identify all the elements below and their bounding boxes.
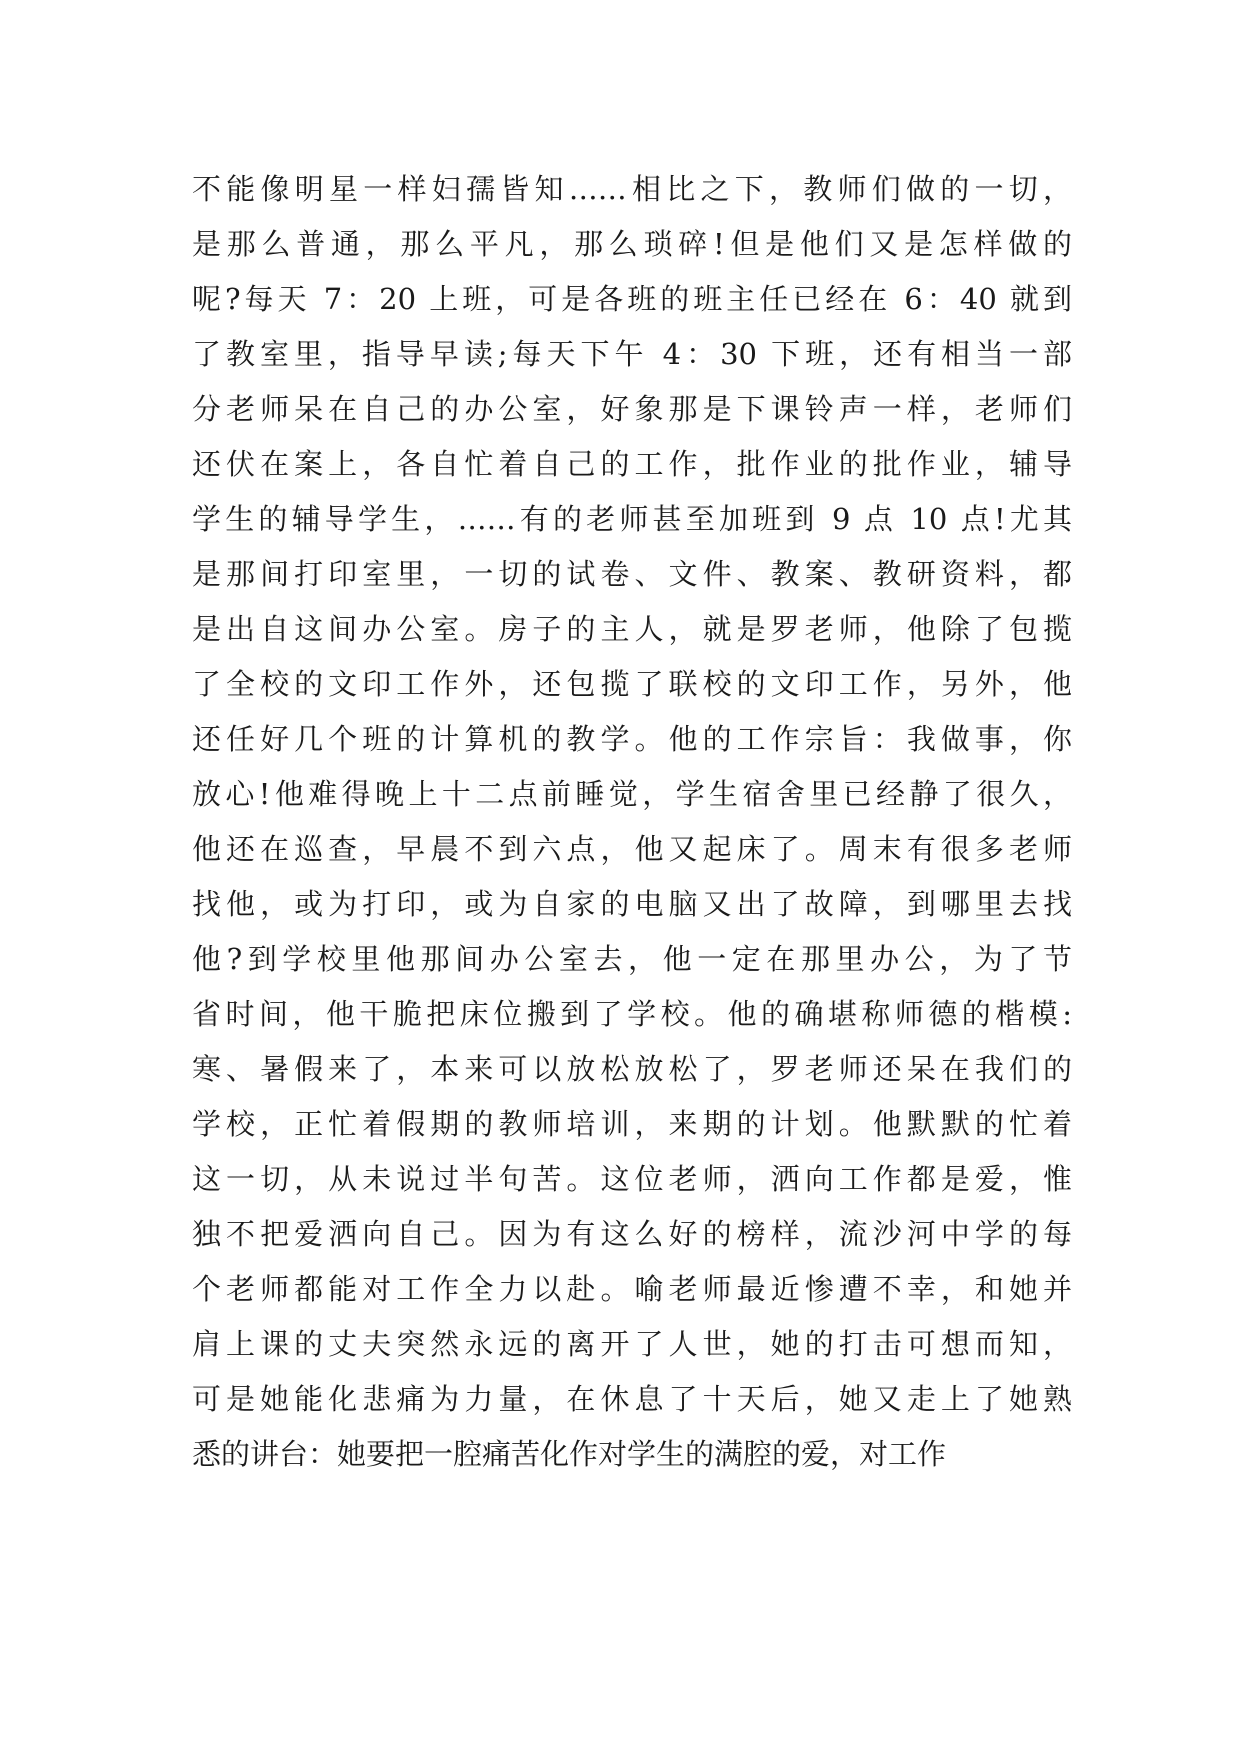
text-line: 分老师呆在自己的办公室，好象那是下课铃声一样，老师们 <box>192 392 1072 426</box>
text-line: 是出自这间办公室。房子的主人，就是罗老师，他除了包揽 <box>192 612 1072 646</box>
text-line: 是那间打印室里，一切的试卷、文件、教案、教研资料，都 <box>192 557 1072 591</box>
text-line: 他还在巡查，早晨不到六点，他又起床了。周末有很多老师 <box>192 832 1072 866</box>
text-line: 个老师都能对工作全力以赴。喻老师最近惨遭不幸，和她并 <box>192 1272 1072 1306</box>
text-line: 放心!他难得晚上十二点前睡觉，学生宿舍里已经静了很久， <box>192 777 1072 811</box>
text-line: 寒、暑假来了，本来可以放松放松了，罗老师还呆在我们的 <box>192 1052 1072 1086</box>
body-text <box>192 162 1072 1482</box>
text-line: 呢?每天 7：20 上班，可是各班的班主任已经在 6：40 就到 <box>192 282 1072 316</box>
text-line: 可是她能化悲痛为力量，在休息了十天后，她又走上了她熟 <box>192 1382 1072 1416</box>
text-line: 学生的辅导学生，……有的老师甚至加班到 9 点 10 点!尤其 <box>192 502 1072 536</box>
text-line: 找他，或为打印，或为自家的电脑又出了故障，到哪里去找 <box>192 887 1072 921</box>
text-line: 省时间，他干脆把床位搬到了学校。他的确堪称师德的楷模: <box>192 997 1072 1031</box>
text-line: 是那么普通，那么平凡，那么琐碎!但是他们又是怎样做的 <box>192 227 1072 261</box>
text-line: 他?到学校里他那间办公室去，他一定在那里办公，为了节 <box>192 942 1072 976</box>
text-line: 独不把爱洒向自己。因为有这么好的榜样，流沙河中学的每 <box>192 1217 1072 1251</box>
text-line: 还伏在案上，各自忙着自己的工作，批作业的批作业，辅导 <box>192 447 1072 481</box>
text-line: 学校，正忙着假期的教师培训，来期的计划。他默默的忙着 <box>192 1107 1072 1141</box>
text-line: 悉的讲台：她要把一腔痛苦化作对学生的满腔的爱，对工作 <box>192 1437 947 1471</box>
text-line: 还任好几个班的计算机的教学。他的工作宗旨：我做事，你 <box>192 722 1072 756</box>
text-line: 这一切，从未说过半句苦。这位老师，洒向工作都是爱，惟 <box>192 1162 1072 1196</box>
text-line: 了教室里，指导早读;每天下午 4：30 下班，还有相当一部 <box>192 337 1072 371</box>
text-line: 不能像明星一样妇孺皆知……相比之下，教师们做的一切， <box>192 172 1072 206</box>
text-line: 肩上课的丈夫突然永远的离开了人世，她的打击可想而知， <box>192 1327 1072 1361</box>
text-line: 了全校的文印工作外，还包揽了联校的文印工作，另外，他 <box>192 667 1072 701</box>
